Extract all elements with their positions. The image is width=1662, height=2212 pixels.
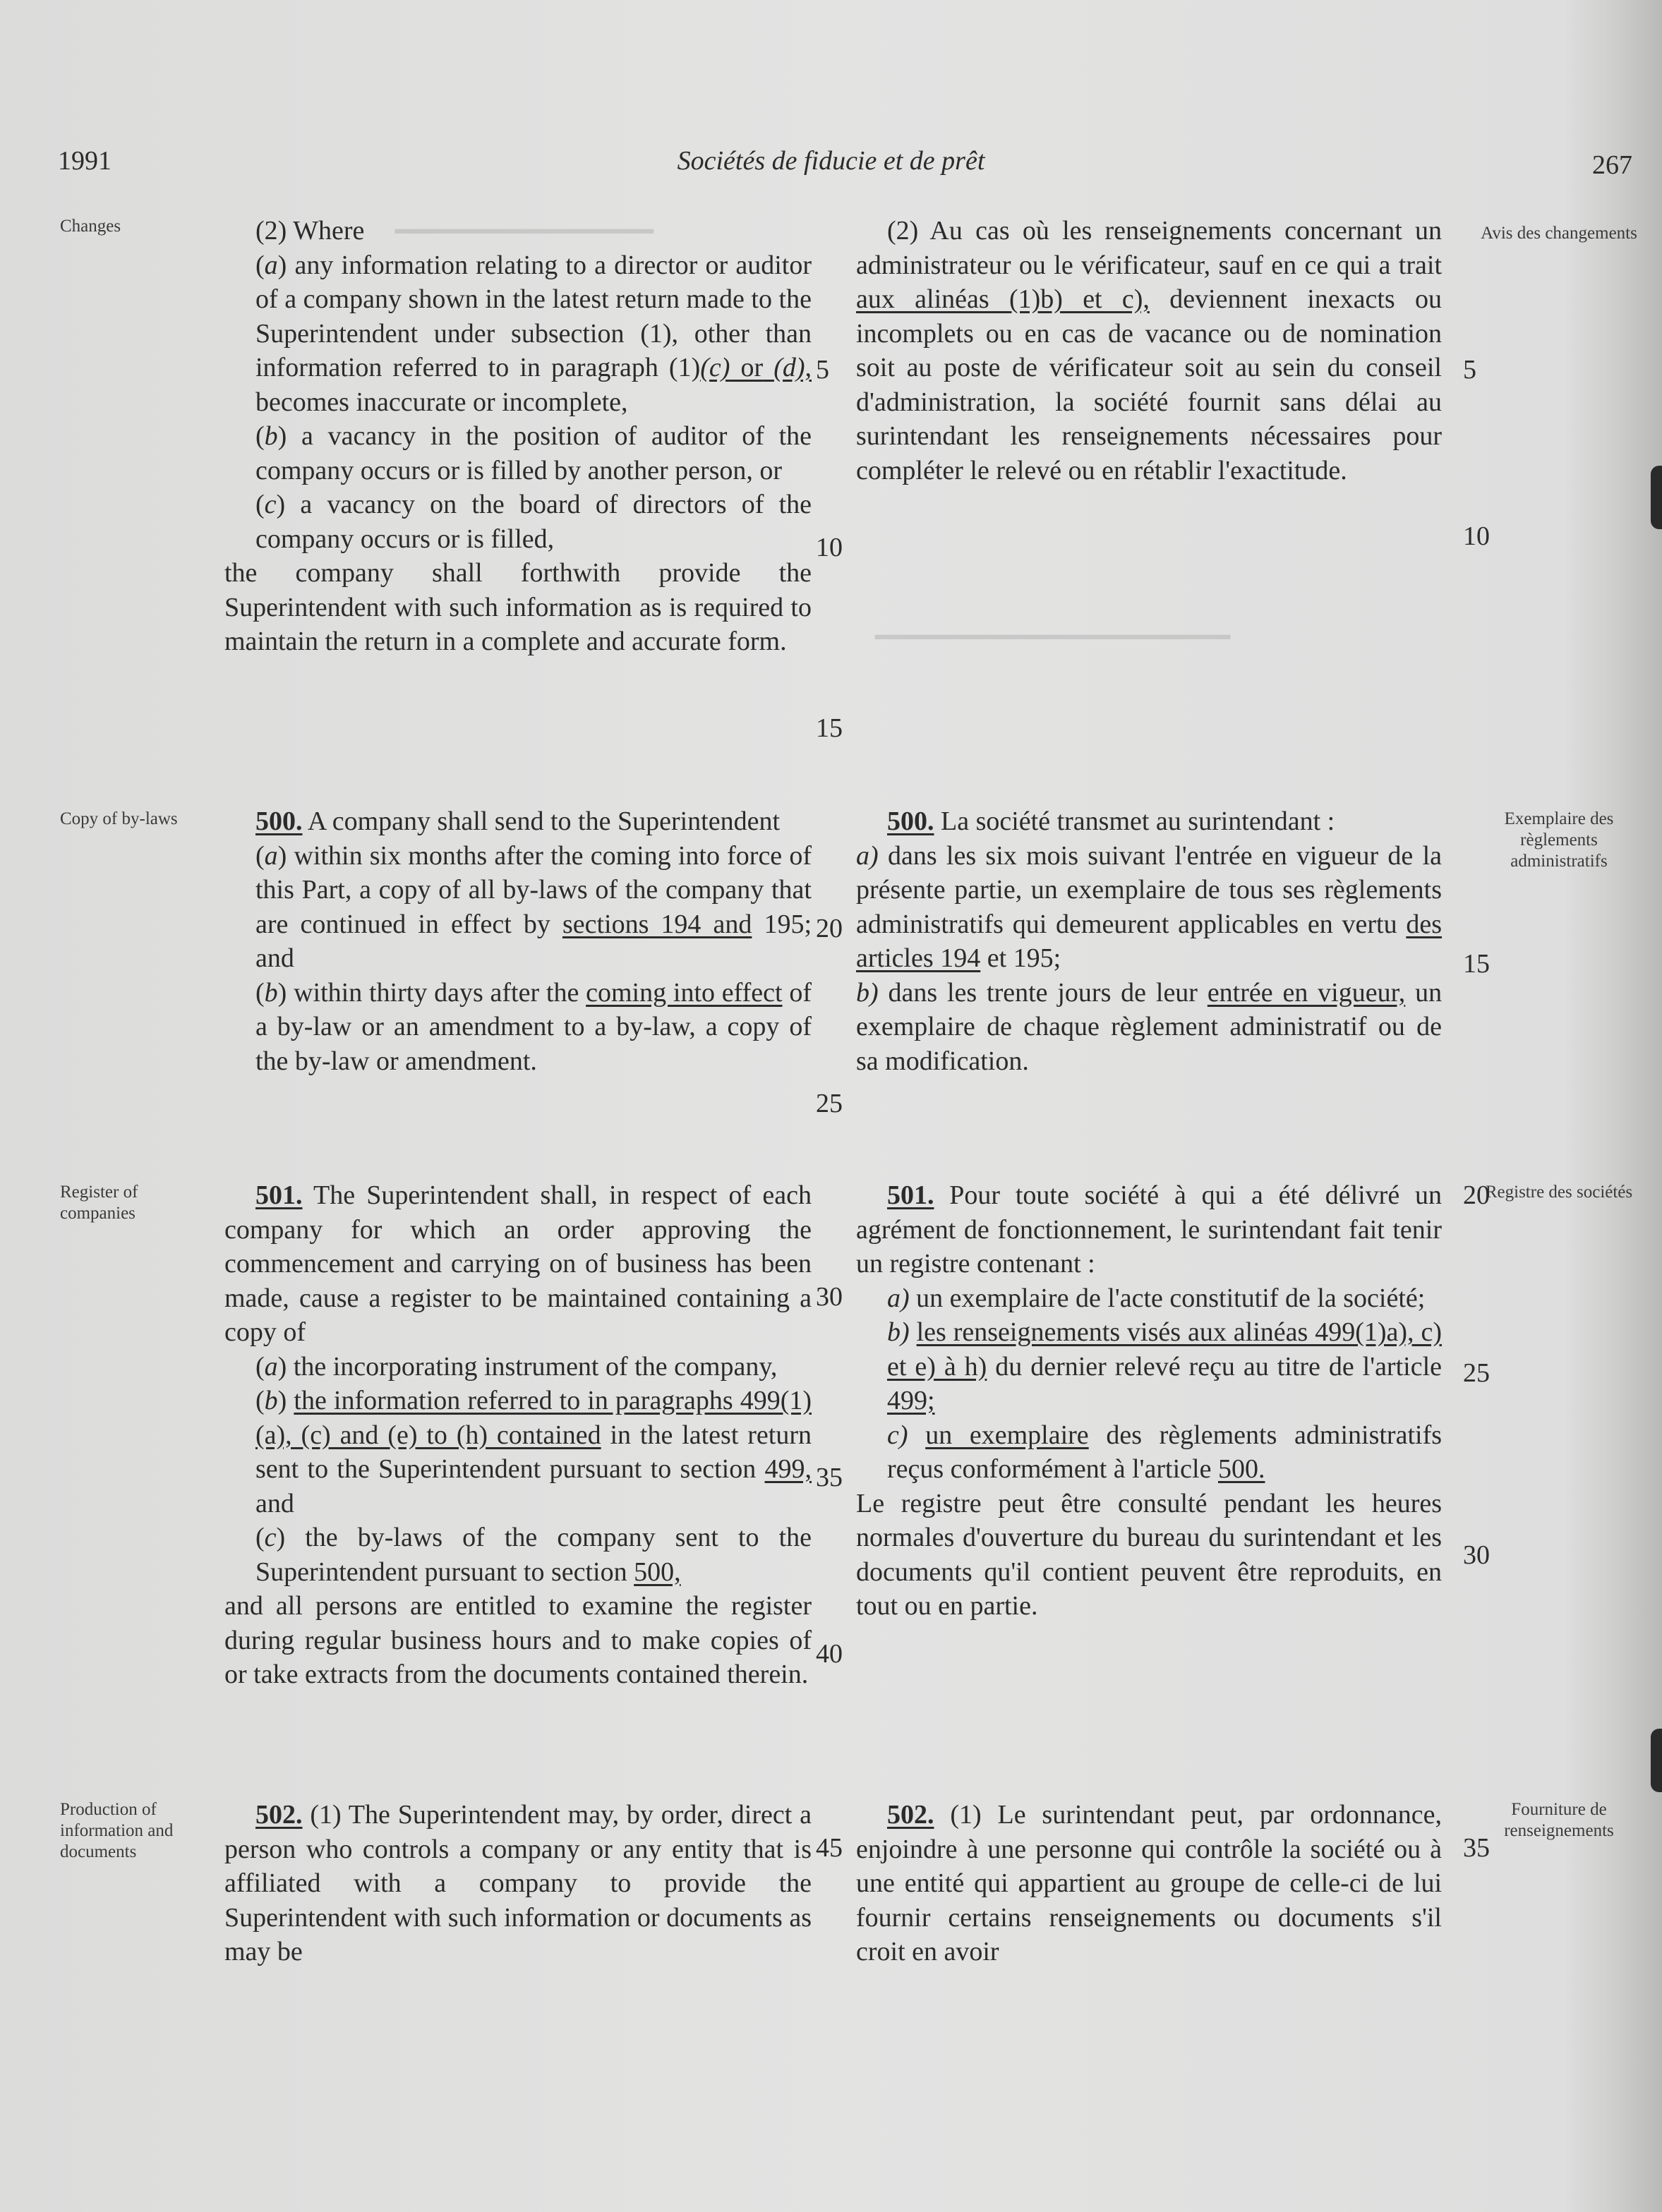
- margin-note-changes: Changes: [60, 217, 121, 236]
- paragraph-a: a) dans les six mois suivant l'entrée en vigueur de la présente partie, un exemplaire de tous ses règlements administratifs qui demeurent applicables en vertu des articles 194 et 195;: [856, 840, 1443, 973]
- margin-note-register-fr: Registre des sociétés: [1485, 1183, 1633, 1202]
- paragraph-a: (a) within six months after the coming into force of this Part, a copy of all by-laws of the company that are continued in effect by sections 194 and 195; and: [255, 840, 812, 973]
- line-number: 5: [816, 355, 829, 385]
- closing-text: the company shall forthwith provide the Superintendent with such information as is required to maintain the return in a complete and accurate form.: [224, 558, 812, 656]
- margin-note-production: Production of information and documents: [60, 1800, 174, 1861]
- paragraph-a: (a) the incorporating instrument of the company,: [255, 1351, 778, 1382]
- section-500-en: [224, 804, 812, 1078]
- section-502-fr: [856, 1798, 1442, 1969]
- line-number: 15: [816, 713, 843, 743]
- line-number: 10: [816, 533, 843, 562]
- subsection-text: (2) Au cas où les renseignements concernant un administrateur ou le vérificateur, sauf en ce qui a trait aux alinéas (1)b) et c), deviennent inexacts ou incomplets ou en cas de vacance ou de nomination soit au poste de vérificateur soit au sein du conseil d'administration, la société fournit sans délai au surintendant les renseignements nécessaires pour compléter le relevé ou en rétablir l'exactitude.: [856, 216, 1443, 485]
- paragraph-b: (b) a vacancy in the position of auditor of the company occurs or is filled by another person, or: [255, 421, 812, 485]
- section-501-fr: [856, 1178, 1442, 1624]
- page-header: [0, 141, 1662, 183]
- subsection-intro: (2) Where: [255, 216, 365, 246]
- line-number: 20: [1463, 1180, 1490, 1210]
- paragraph-a: (a) any information relating to a director or auditor of a company shown in the latest return made to the Superintendent under subsection (1), other than information referred to in paragraph (1)(c) or (d), becomes inaccurate or incomplete,: [255, 250, 812, 417]
- section-lead: 501. Pour toute société à qui a été délivré un agrément de fonctionnement, le surintendant fait tenir un registre contenant :: [856, 1180, 1442, 1279]
- paragraph-b: b) les renseignements visés aux alinéas 499(1)a), c) et e) à h) du dernier relevé reçu au titre de l'article 499;: [887, 1317, 1442, 1415]
- line-number: 15: [1463, 949, 1490, 979]
- section-500-fr: [856, 804, 1442, 1078]
- line-number: 30: [816, 1282, 843, 1312]
- line-number: 20: [816, 914, 843, 943]
- margin-note-changes-fr: Avis des changements: [1481, 224, 1637, 243]
- section-lead: 502. (1) Le surintendant peut, par ordonnance, enjoindre à une personne qui contrôle la société ou à une entité qui appartient au groupe de celle-ci de lui fournir certains renseignements ou documents s'il croit en avoir: [856, 1800, 1442, 1966]
- paragraph-b: (b) the information referred to in paragraphs 499(1)(a), (c) and (e) to (h) contained in the latest return sent to the Superintendent pursuant to section 499, and: [255, 1386, 812, 1518]
- running-title: Sociétés de fiducie et de prêt: [677, 146, 985, 176]
- closing-text: Le registre peut être consulté pendant les heures normales d'ouverture du bureau du surintendant et les documents qu'il contient peuvent être reproduits, en tout ou en partie.: [856, 1488, 1442, 1621]
- bleed-through: ━━━━━━━━━━━━━━━━: [395, 217, 654, 247]
- section-lead: 500. La société transmet au surintendant :: [887, 806, 1335, 836]
- paragraph-c: (c) a vacancy on the board of directors of the company occurs or is filled,: [255, 490, 812, 554]
- page-tab: [1651, 466, 1662, 529]
- year: 1991: [58, 146, 112, 176]
- line-number: 45: [816, 1833, 843, 1863]
- paragraph-b: b) dans les trente jours de leur entrée en vigueur, un exemplaire de chaque règlement administratif ou de sa modification.: [856, 977, 1443, 1076]
- section-499-2-en: [224, 214, 812, 659]
- paragraph-c: (c) the by-laws of the company sent to the Superintendent pursuant to section 500,: [255, 1523, 812, 1587]
- section-lead: 500. A company shall send to the Superintendent: [255, 806, 781, 836]
- paragraph-a: a) un exemplaire de l'acte constitutif de la société;: [887, 1283, 1426, 1313]
- margin-note-copy-bylaws: Copy of by-laws: [60, 809, 178, 828]
- section-502-en: [224, 1798, 812, 1969]
- line-number: 5: [1463, 355, 1476, 385]
- page-number: 267: [1592, 150, 1632, 180]
- line-number: 30: [1463, 1540, 1490, 1570]
- section-499-2-fr: [856, 214, 1442, 488]
- line-number: 25: [1463, 1358, 1490, 1388]
- line-number: 35: [1463, 1833, 1490, 1863]
- section-lead: 501. The Superintendent shall, in respect of each company for which an order approving the commencement and carrying on of business has been made, cause a register to be maintained containing a copy of: [224, 1180, 812, 1347]
- line-number: 35: [816, 1463, 843, 1492]
- line-number: 10: [1463, 521, 1490, 551]
- paragraph-c: c) un exemplaire des règlements administratifs reçus conformément à l'article 500.: [887, 1420, 1443, 1484]
- page-tab: [1651, 1729, 1662, 1792]
- margin-note-register: Register of companies: [60, 1183, 138, 1223]
- line-number: 40: [816, 1639, 843, 1669]
- section-lead: 502. (1) The Superintendent may, by order, direct a person who controls a company or any entity that is affiliated with a company to provide the Superintendent with such information or documents as may be: [224, 1800, 812, 1966]
- margin-note-production-fr: Fourniture de renseignements: [1504, 1800, 1614, 1840]
- line-number: 25: [816, 1089, 843, 1118]
- margin-note-copy-bylaws-fr: Exemplaire des règlements administratifs: [1504, 809, 1614, 871]
- closing-text: and all persons are entitled to examine the register during regular business hours and to make copies of or take extracts from the documents contained therein.: [224, 1591, 812, 1689]
- section-501-en: [224, 1178, 812, 1692]
- paragraph-b: (b) within thirty days after the coming into effect of a by-law or an amendment to a by-law, a copy of the by-law or amendment.: [255, 977, 812, 1076]
- bleed-through: ━━━━━━━━━━━━━━━━━━━━━━: [875, 623, 1231, 653]
